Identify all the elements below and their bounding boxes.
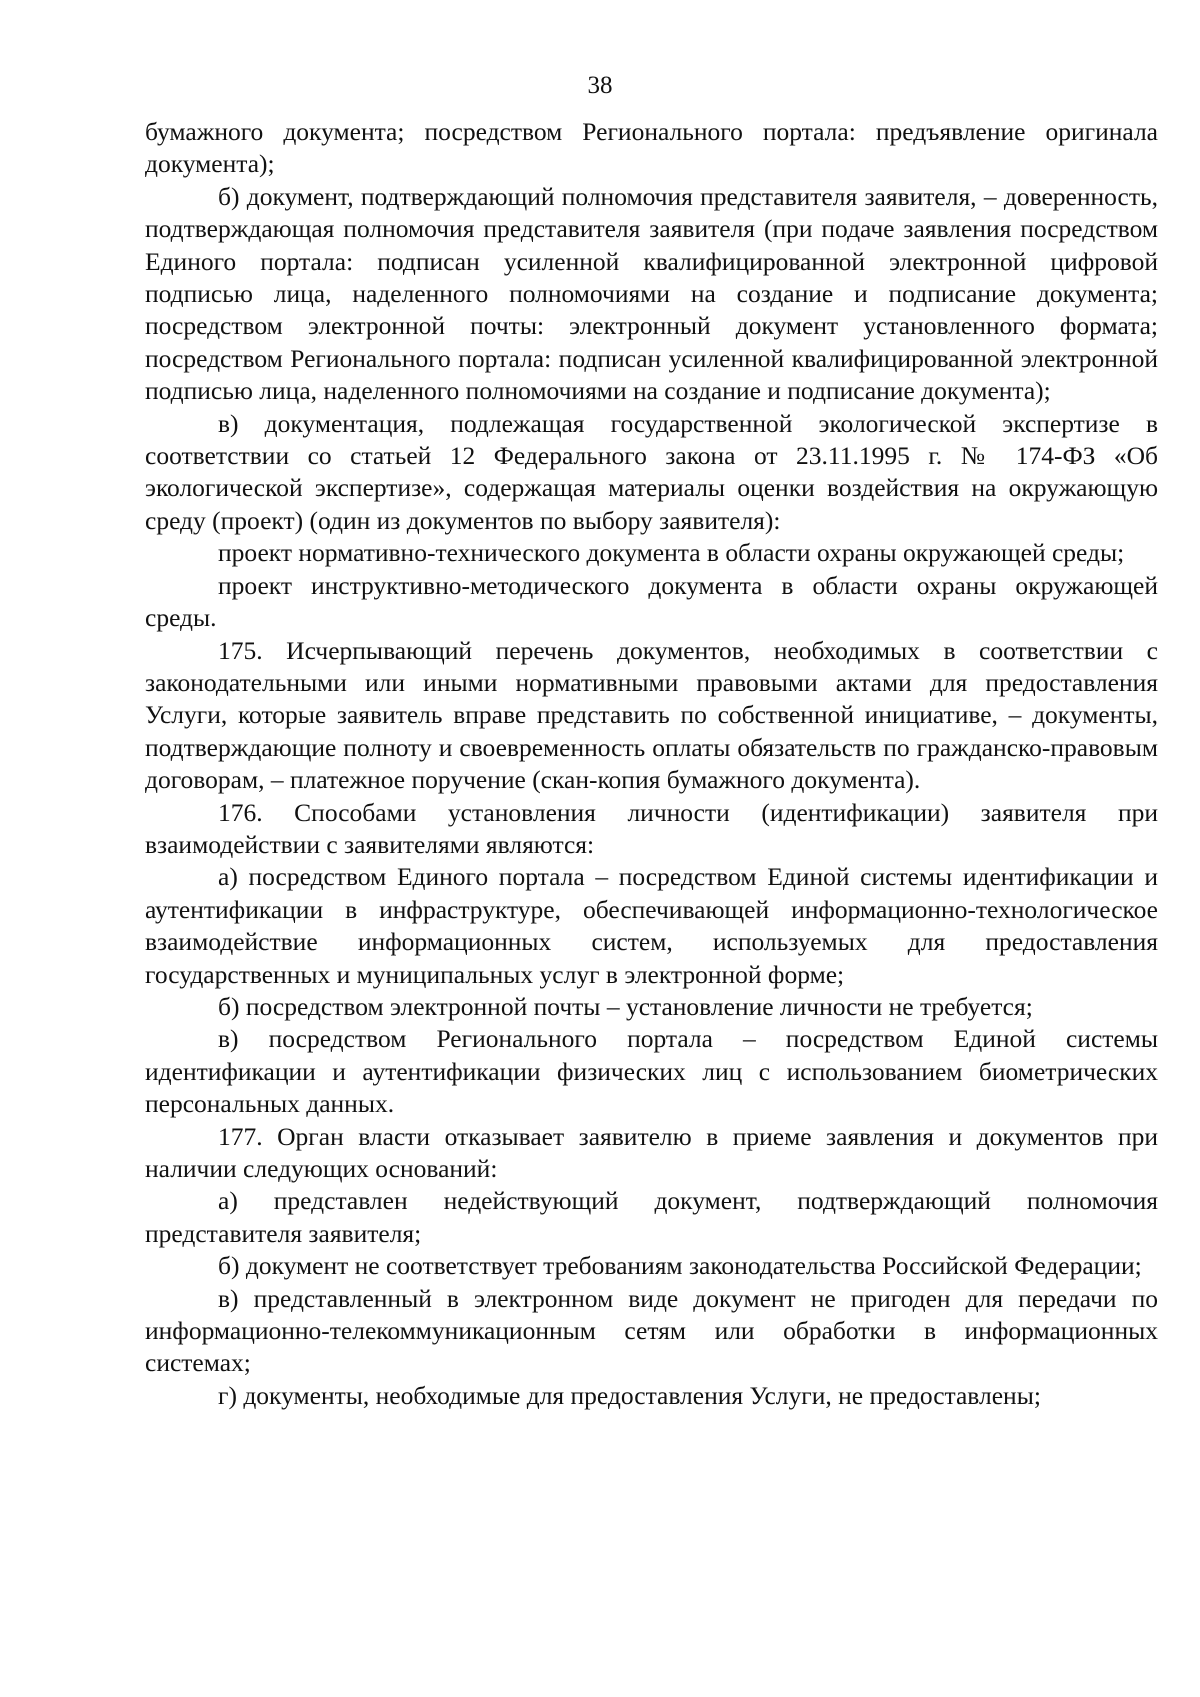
paragraph-item-v-ecological-expertise: в) документация, подлежащая государственной экологической экспертизе в соответствии со статьей 12 Федерального закона от 23.11.1995 г. № 174-ФЗ «Об экологической экспертизе», содержащая материалы оценки воздействия на окружающую среду (проект) (один из документов по выбору заявителя):	[145, 408, 1158, 535]
paragraph-176: 176. Способами установления личности (идентификации) заявителя при взаимодействии с заявителями являются:	[145, 797, 1158, 859]
paragraph-177-v: в) представленный в электронном виде документ не пригоден для передачи по информационно-телекоммуникационным сетям или обработки в информационных системах;	[145, 1283, 1158, 1378]
paragraph-instructive-methodical-project: проект инструктивно-методического документа в области охраны окружающей среды.	[145, 570, 1158, 633]
paragraph-normative-technical-project: проект нормативно-технического документа в области охраны окружающей среды;	[218, 538, 1125, 568]
paragraph-176-b: б) посредством электронной почты – установление личности не требуется;	[218, 991, 1033, 1021]
paragraph-177: 177. Орган власти отказывает заявителю в приеме заявления и документов при наличии следующих оснований:	[145, 1121, 1158, 1183]
paragraph-175: 175. Исчерпывающий перечень документов, необходимых в соответствии с законодательными или иными нормативными правовыми актами для предоставления Услуги, которые заявитель вправе представить по собственной инициативе, – документы, подтверждающие полноту и своевременность оплаты обязательств по гражданско-правовым договорам, – платежное поручение (скан-копия бумажного документа).	[145, 635, 1158, 795]
paragraph-177-a: а) представлен недействующий документ, подтверждающий полномочия представителя заявителя;	[145, 1186, 1158, 1248]
paragraph-continuation: бумажного документа; посредством Регионального портала: предъявление оригинала документа);	[145, 117, 1158, 179]
paragraph-177-b: б) документ не соответствует требованиям законодательства Российской Федерации;	[218, 1251, 1142, 1281]
paragraph-176-a: а) посредством Единого портала – посредством Единой системы идентификации и аутентификации в инфраструктуре, обеспечивающей информационно-технологическое взаимодействие информационных систем, используемых для предоставления государственных и муниципальных услуг в электронной форме;	[145, 862, 1158, 989]
page-number: 38	[587, 72, 613, 99]
document-body	[145, 116, 1158, 1412]
paragraph-177-g: г) документы, необходимые для предоставления Услуги, не предоставлены;	[218, 1380, 1041, 1410]
paragraph-176-v: в) посредством Регионального портала – посредством Единой системы идентификации и аутентификации физических лиц с использованием биометрических персональных данных.	[145, 1024, 1158, 1119]
paragraph-item-b-power-of-attorney: б) документ, подтверждающий полномочия представителя заявителя, – доверенность, подтверждающая полномочия представителя заявителя (при подаче заявления посредством Единого портала: подписан усиленной квалифицированной электронной цифровой подписью лица, наделенного полномочиями на создание и подписание документа; посредством электронной почты: электронный документ установленного формата; посредством Регионального портала: подписан усиленной квалифицированной электронной подписью лица, наделенного полномочиями на создание и подписание документа);	[145, 181, 1158, 406]
